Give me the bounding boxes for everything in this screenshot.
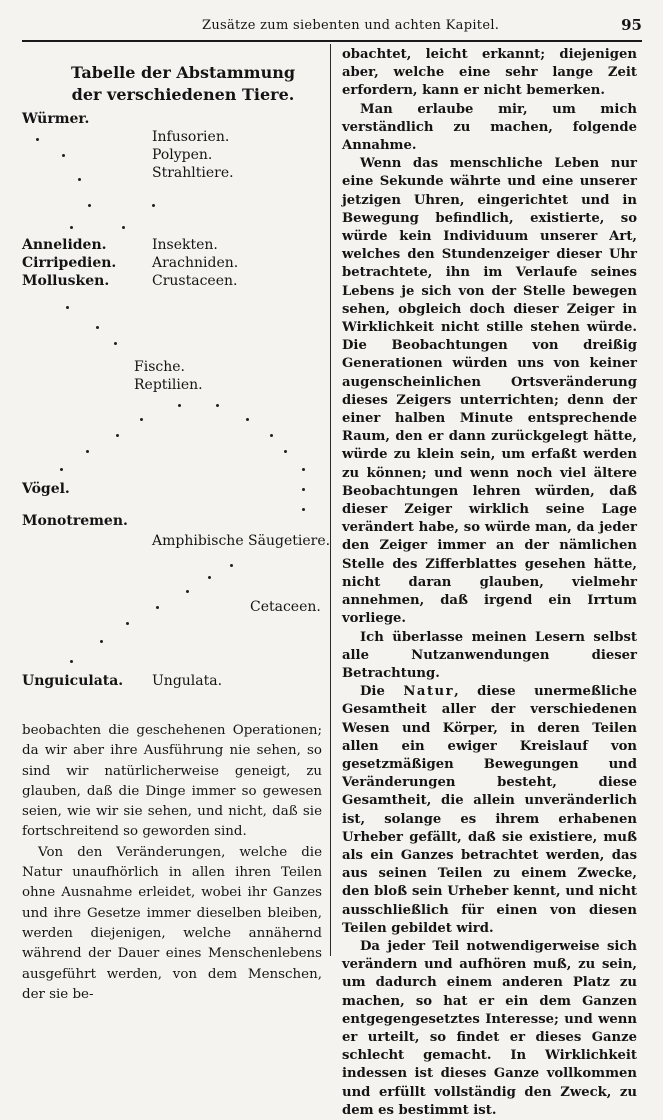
- page-header: [22, 14, 642, 38]
- tree-dot: [246, 418, 249, 421]
- label-fische: Fische.: [134, 359, 185, 375]
- tree-dot: [302, 468, 305, 471]
- tree-dot: [78, 178, 81, 181]
- right-paragraph-5-spaced-term: Natur: [403, 684, 455, 700]
- label-voegel: Vögel.: [22, 481, 70, 497]
- label-monotremen: Monotremen.: [22, 513, 128, 529]
- right-paragraph-1: obachtet, leicht erkannt; diejenigen aber, welche eine sehr lange Zeit erfordern, kann er nicht bemerken.: [342, 47, 637, 99]
- label-wuermer: Würmer.: [22, 111, 90, 127]
- table-title: [42, 62, 324, 106]
- header-rule: [22, 40, 642, 42]
- descent-table: [22, 62, 331, 696]
- label-cetaceen: Cetaceen.: [250, 599, 321, 615]
- tree-dot: [270, 434, 273, 437]
- tree-dot: [140, 418, 143, 421]
- label-unguiculata: Unguiculata.: [22, 673, 124, 689]
- table-title-line2: der verschiedenen Tiere.: [71, 85, 295, 104]
- tree-dot: [70, 226, 73, 229]
- tree-dot: [114, 342, 117, 345]
- tree-dot: [208, 576, 211, 579]
- tree-dot: [122, 226, 125, 229]
- tree-dot: [186, 590, 189, 593]
- tree-dot: [302, 508, 305, 511]
- tree-dot: [66, 306, 69, 309]
- label-reptilien: Reptilien.: [134, 377, 203, 393]
- right-paragraph-2: Man erlaube mir, um mich verständlich zu machen, folgende Annahme.: [342, 101, 637, 154]
- label-mollusken: Mollusken.: [22, 273, 110, 289]
- right-paragraph-4: Ich überlasse meinen Lesern selbst alle Nutzanwendungen dieser Betrachtung.: [342, 629, 637, 681]
- label-crustaceen: Crustaceen.: [152, 273, 238, 289]
- label-ungulata: Ungulata.: [152, 673, 223, 689]
- running-head: Zusätze zum siebenten und achten Kapitel.: [202, 18, 500, 33]
- tree-dot: [116, 434, 119, 437]
- tree-dot: [100, 640, 103, 643]
- right-body-text: [342, 46, 637, 1120]
- label-arachniden: Arachniden.: [152, 255, 239, 271]
- right-paragraph-6: Da jeder Teil notwendigerweise sich verändern und aufhören muß, zu sein, um dadurch einem anderen Platz zu machen, so hat er ein dem Ganzen entgegengesetztes Interesse; und wenn er urteilt, so findet er dieses Ganze schlecht gemacht. In Wirklichkeit indessen ist dieses Ganze vollkommen und erfüllt vollständig den Zweck, zu dem es bestimmt ist.: [342, 938, 637, 1118]
- tree-dot: [178, 404, 181, 407]
- left-body-text: [22, 721, 322, 1005]
- label-amphibische: Amphibische Säugetiere.: [152, 533, 331, 549]
- left-paragraph-2: Von den Veränderungen, welche die Natur unaufhörlich in allen ihren Teilen ohne Ausnahme erleidet, wobei ihr Ganzes und ihre Gesetze immer dieselben bleiben, werden diejenigen, welche annähernd während der Dauer eines Menschenlebens ausgeführt werden, von dem Menschen, der sie be-: [22, 844, 322, 1002]
- tree-dot: [88, 204, 91, 207]
- descent-tree: [22, 108, 331, 696]
- right-paragraph-5-rest: , diese unermeßliche Gesamtheit aller der verschiedenen Wesen und Körper, in deren Teilen allen ein ewiger Kreislauf von gesetzmäßigen Bewegungen und Veränderungen besteht, diese Gesamtheit, die allein unveränderlich ist, solange es ihrem erhabenen Urheber gefällt, daß sie existiere, muß als ein Ganzes betrachtet werden, das aus seinen Teilen zu einem Zwecke, den bloß sein Urheber kennt, und nicht ausschließlich für einen von diesen Teilen gebildet wird.: [342, 684, 637, 936]
- tree-dot: [96, 326, 99, 329]
- tree-dot: [86, 450, 89, 453]
- tree-dot: [302, 488, 305, 491]
- table-title-line1: Tabelle der Abstammung: [70, 63, 296, 82]
- label-insekten: Insekten.: [152, 237, 218, 253]
- tree-dot: [70, 660, 73, 663]
- label-polypen: Polypen.: [152, 147, 213, 163]
- label-cirripedien: Cirripedien.: [22, 255, 117, 271]
- tree-dot: [62, 154, 65, 157]
- page-number: 95: [621, 16, 642, 34]
- tree-dot: [216, 404, 219, 407]
- right-paragraph-5: [342, 683, 637, 938]
- label-strahltiere: Strahltiere.: [152, 165, 234, 181]
- tree-dot: [36, 138, 39, 141]
- left-paragraph-1: beobachten die geschehenen Operationen; da wir aber ihre Ausführung nie sehen, so sind wir natürlicherweise geneigt, zu glauben, daß die Dinge immer so gewesen seien, wie wir sie sehen, und nicht, daß sie fortschreitend so geworden sind.: [22, 723, 322, 840]
- tree-dot: [60, 468, 63, 471]
- tree-dot: [284, 450, 287, 453]
- tree-dot: [126, 622, 129, 625]
- tree-dot: [156, 606, 159, 609]
- label-anneliden: Anneliden.: [22, 237, 107, 253]
- tree-dot: [230, 564, 233, 567]
- label-infusorien: Infusorien.: [152, 129, 230, 145]
- right-paragraph-5-intro: Die: [360, 684, 404, 700]
- right-paragraph-3: Wenn das menschliche Leben nur eine Sekunde währte und eine unserer jetzigen Uhren, eingerichtet und in Bewegung befindlich, existierte, so würde kein Individuum unserer Art, welches den Stundenzeiger dieser Uhr betrachtete, ihn im Verlaufe seines Lebens je sich von der Stelle bewegen sehen, obgleich doch dieser Zeiger in Wirklichkeit nicht stille stehen würde. Die Beobachtungen von dreißig Generationen würden uns von keiner augenscheinlichen Ortsveränderung dieses Zeigers unterrichten; denn der einer halben Minute entsprechende Raum, den er dann zurückgelegt hätte, würde zu klein sein, um erfaßt werden zu können; und wenn noch viel ältere Beobachtungen lehren würden, daß dieser Zeiger wirklich seine Lage verändert habe, so würde man, da jeder den Zeiger immer an der nämlichen Stelle des Zifferblattes gesehen hätte, nicht daran glauben, vielmehr annehmen, daß irgend ein Irrtum vorliege.: [342, 156, 637, 627]
- column-rule: [330, 44, 331, 956]
- tree-dot: [152, 204, 155, 207]
